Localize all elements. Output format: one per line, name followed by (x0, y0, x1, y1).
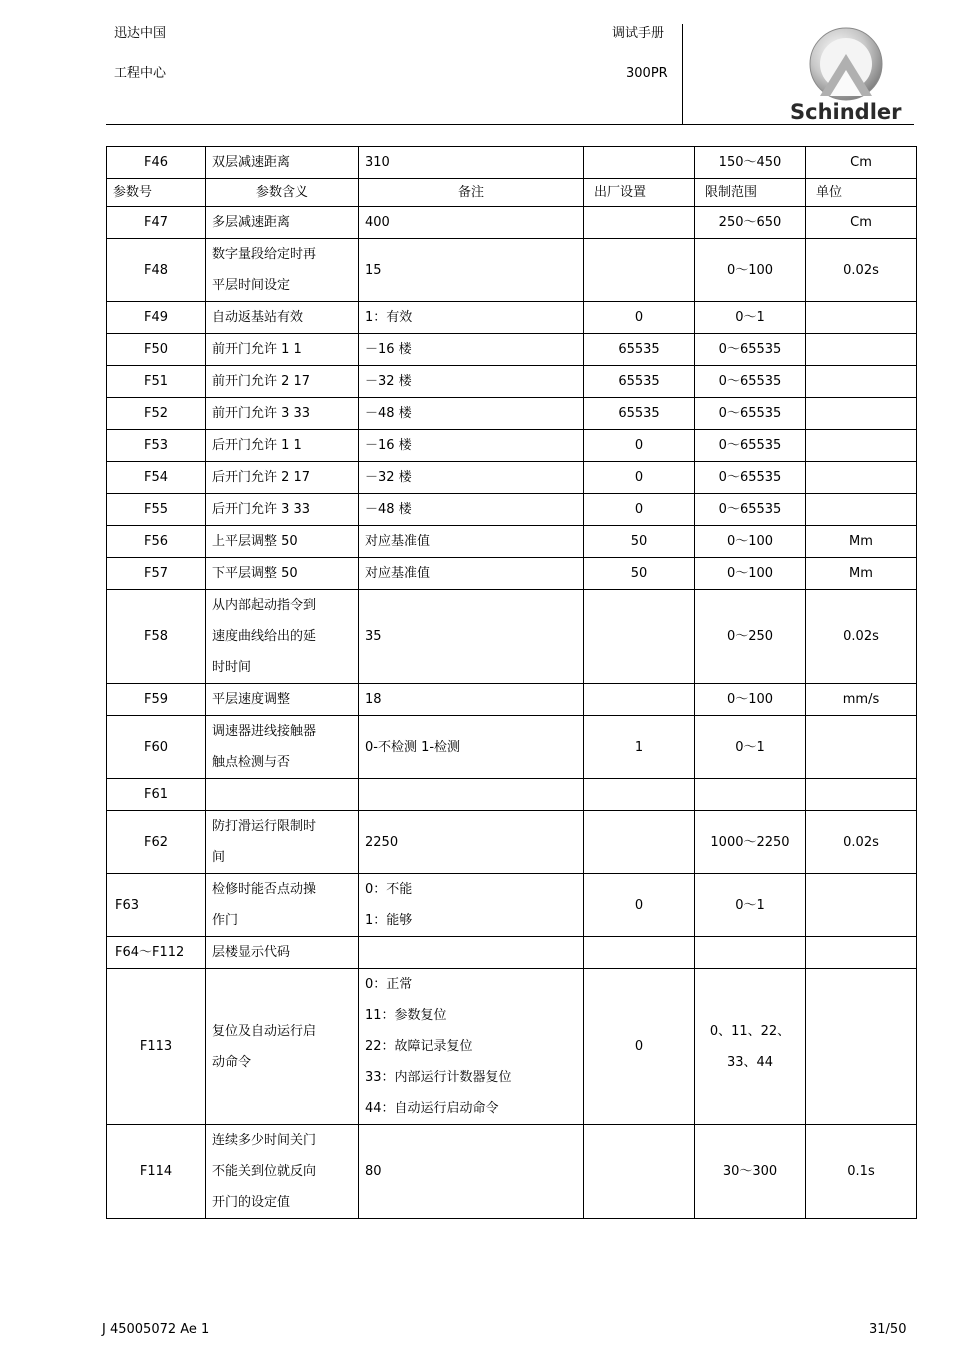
param-meaning-line: 下平层调整 50 (212, 566, 298, 581)
param-meaning-line: 前开门允许 1 1 (212, 342, 302, 357)
table-row (107, 207, 917, 239)
factory-default: 0 (584, 302, 695, 334)
param-note (359, 526, 584, 558)
param-note (359, 366, 584, 398)
param-note-line: －16 楼 (365, 342, 412, 357)
limit-range-line: 0～1 (735, 739, 765, 755)
param-meaning-line: 防打滑运行限制时 (212, 819, 317, 834)
factory-default (584, 779, 695, 811)
param-unit: 0.02s (806, 590, 917, 684)
param-meaning-line: 前开门允许 2 17 (212, 374, 311, 389)
param-unit (806, 334, 917, 366)
table-header-row (107, 179, 917, 207)
limit-range-line: 0～100 (726, 566, 774, 581)
param-note (359, 430, 584, 462)
param-unit (806, 937, 917, 969)
param-meaning-line: 上平层调整 50 (212, 534, 298, 549)
param-unit (806, 302, 917, 334)
table-row (107, 526, 917, 558)
param-meaning-line: 双层减速距离 (212, 155, 291, 170)
param-unit (806, 430, 917, 462)
table-row (107, 1125, 917, 1219)
param-note (359, 811, 584, 874)
param-note (359, 590, 584, 684)
factory-default: 0 (584, 430, 695, 462)
limit-range-line: 30～300 (722, 1164, 778, 1179)
limit-range (695, 462, 806, 494)
param-note-line: 35 (365, 629, 382, 644)
table-row (107, 937, 917, 969)
param-unit: Cm (806, 147, 917, 179)
param-number: F47 (107, 207, 206, 239)
limit-range (695, 526, 806, 558)
param-note (359, 207, 584, 239)
param-note (359, 462, 584, 494)
param-note-line: 对应基准值 (365, 534, 431, 549)
param-unit (806, 779, 917, 811)
param-meaning-line: 调速器进线接触器 (212, 724, 317, 739)
param-meaning-line: 后开门允许 3 33 (212, 502, 311, 517)
param-note (359, 684, 584, 716)
limit-range-line: 0～100 (726, 262, 774, 278)
limit-range (695, 779, 806, 811)
factory-default: 0 (584, 462, 695, 494)
header-param-no: 参数号 (107, 179, 206, 207)
table-row (107, 969, 917, 1125)
param-number: F61 (107, 779, 206, 811)
param-meaning (206, 526, 359, 558)
limit-range-line: 0～65535 (718, 342, 782, 357)
param-number: F114 (107, 1125, 206, 1219)
param-unit: 0.1s (806, 1125, 917, 1219)
factory-default: 65535 (584, 334, 695, 366)
limit-range-line: 0～250 (726, 629, 774, 644)
param-number: F57 (107, 558, 206, 590)
limit-range-line: 0～65535 (718, 502, 782, 517)
factory-default (584, 937, 695, 969)
table-row (107, 811, 917, 874)
param-note-line: －48 楼 (365, 406, 412, 421)
table-row (107, 779, 917, 811)
param-note-line: 400 (365, 215, 390, 230)
limit-range-line: 1000～2250 (710, 834, 790, 850)
header-range: 限制范围 (695, 179, 806, 207)
param-number: F64～F112 (107, 937, 206, 969)
param-meaning (206, 779, 359, 811)
param-meaning (206, 147, 359, 179)
param-meaning-line: 检修时能否点动操 (212, 882, 317, 897)
header-divider-vertical (682, 24, 683, 124)
param-note-line: 310 (365, 155, 390, 170)
param-meaning (206, 302, 359, 334)
table-row (107, 684, 917, 716)
limit-range (695, 147, 806, 179)
param-unit (806, 398, 917, 430)
param-meaning (206, 969, 359, 1125)
param-meaning (206, 334, 359, 366)
table-row (107, 239, 917, 302)
factory-default (584, 811, 695, 874)
param-meaning (206, 684, 359, 716)
param-meaning (206, 366, 359, 398)
param-meaning-line: 动命令 (212, 1054, 252, 1070)
limit-range-line: 250～650 (718, 215, 782, 230)
table-row (107, 874, 917, 937)
param-number: F49 (107, 302, 206, 334)
table-row (107, 494, 917, 526)
param-meaning-line: 平层速度调整 (212, 692, 291, 707)
limit-range (695, 874, 806, 937)
param-meaning-line: 平层时间设定 (212, 278, 291, 293)
limit-range-line: 0～65535 (718, 438, 782, 453)
limit-range (695, 811, 806, 874)
param-note (359, 969, 584, 1125)
table-row (107, 558, 917, 590)
param-number: F113 (107, 969, 206, 1125)
table-row (107, 398, 917, 430)
param-note (359, 558, 584, 590)
param-meaning-line: 多层减速距离 (212, 215, 291, 230)
param-meaning-line: 数字量段给定时再 (212, 247, 317, 262)
factory-default: 1 (584, 716, 695, 779)
param-meaning (206, 558, 359, 590)
param-meaning-line: 作门 (212, 913, 239, 928)
limit-range-line: 0～65535 (718, 374, 782, 389)
param-number: F59 (107, 684, 206, 716)
limit-range-line: 0～65535 (718, 470, 782, 485)
param-number: F63 (107, 874, 206, 937)
table-row (107, 302, 917, 334)
param-note-line: 0：正常 (365, 977, 413, 992)
param-note-line: 33：内部运行计数器复位 (365, 1070, 512, 1085)
factory-default: 0 (584, 494, 695, 526)
param-meaning-line: 速度曲线给出的延 (212, 629, 317, 644)
limit-range-line: 0～1 (735, 310, 765, 325)
footer-page-number: 31/50 (869, 1322, 907, 1337)
param-unit (806, 494, 917, 526)
param-meaning-line (212, 779, 352, 810)
param-note-line: －16 楼 (365, 438, 412, 453)
limit-range (695, 590, 806, 684)
logo-wordmark: Schindler (790, 100, 902, 124)
limit-range-line (701, 779, 799, 810)
param-note-line: －48 楼 (365, 502, 412, 517)
limit-range (695, 937, 806, 969)
param-note (359, 147, 584, 179)
param-unit: Cm (806, 207, 917, 239)
table-row (107, 366, 917, 398)
table-row (107, 147, 917, 179)
param-meaning (206, 590, 359, 684)
param-meaning (206, 462, 359, 494)
factory-default: 0 (584, 874, 695, 937)
param-note-line: 0-不检测 1-检测 (365, 739, 461, 755)
param-meaning-line: 后开门允许 1 1 (212, 438, 302, 453)
param-meaning-line: 不能关到位就反向 (212, 1164, 317, 1179)
limit-range-line (701, 937, 799, 968)
param-unit (806, 366, 917, 398)
param-note-line: 1：有效 (365, 310, 413, 325)
param-meaning-line: 层楼显示代码 (212, 945, 291, 960)
param-note (359, 302, 584, 334)
param-number: F51 (107, 366, 206, 398)
param-unit: 0.02s (806, 811, 917, 874)
table-row (107, 430, 917, 462)
factory-default (584, 207, 695, 239)
param-unit: 0.02s (806, 239, 917, 302)
table-row (107, 716, 917, 779)
limit-range (695, 494, 806, 526)
param-meaning-line: 后开门允许 2 17 (212, 470, 311, 485)
param-note-line: 11：参数复位 (365, 1008, 447, 1023)
factory-default: 65535 (584, 366, 695, 398)
param-number: F46 (107, 147, 206, 179)
param-note-line: 80 (365, 1164, 382, 1179)
param-meaning-line: 触点检测与否 (212, 755, 291, 770)
header-divider-horizontal (106, 124, 914, 125)
limit-range (695, 366, 806, 398)
param-note-line: －32 楼 (365, 470, 412, 485)
factory-default (584, 239, 695, 302)
param-meaning (206, 430, 359, 462)
param-note-line: 2250 (365, 834, 399, 850)
param-meaning-line: 连续多少时间关门 (212, 1133, 317, 1148)
param-meaning-line: 复位及自动运行启 (212, 1023, 317, 1039)
param-meaning (206, 398, 359, 430)
limit-range-line: 0～100 (726, 692, 774, 707)
factory-default: 50 (584, 526, 695, 558)
param-meaning-line: 前开门允许 3 33 (212, 406, 311, 421)
param-note-line (365, 937, 577, 968)
param-unit (806, 716, 917, 779)
param-meaning (206, 937, 359, 969)
limit-range-line: 0～65535 (718, 406, 782, 421)
header-note: 备注 (359, 179, 584, 207)
param-note-line: 22：故障记录复位 (365, 1039, 473, 1054)
param-meaning (206, 811, 359, 874)
param-meaning (206, 239, 359, 302)
limit-range (695, 302, 806, 334)
param-note-line (365, 779, 577, 810)
limit-range (695, 334, 806, 366)
limit-range-line: 33、44 (726, 1054, 774, 1070)
table-row (107, 590, 917, 684)
limit-range (695, 716, 806, 779)
param-number: F58 (107, 590, 206, 684)
param-number: F62 (107, 811, 206, 874)
param-note-line: 44：自动运行启动命令 (365, 1101, 499, 1116)
header-default: 出厂设置 (584, 179, 695, 207)
schindler-emblem-icon (786, 26, 914, 106)
param-meaning (206, 494, 359, 526)
param-note (359, 334, 584, 366)
param-note (359, 874, 584, 937)
param-unit: Mm (806, 526, 917, 558)
param-note (359, 398, 584, 430)
param-note-line: 1：能够 (365, 913, 413, 928)
limit-range (695, 207, 806, 239)
factory-default: 65535 (584, 398, 695, 430)
factory-default (584, 684, 695, 716)
factory-default (584, 590, 695, 684)
param-unit: Mm (806, 558, 917, 590)
param-note-line: －32 楼 (365, 374, 412, 389)
factory-default: 50 (584, 558, 695, 590)
param-note (359, 779, 584, 811)
param-number: F48 (107, 239, 206, 302)
param-meaning (206, 1125, 359, 1219)
param-number: F54 (107, 462, 206, 494)
param-number: F56 (107, 526, 206, 558)
company-name: 迅达中国 (114, 26, 167, 41)
param-unit (806, 462, 917, 494)
limit-range (695, 239, 806, 302)
param-meaning-line: 自动返基站有效 (212, 310, 304, 325)
footer-doc-id: J 45005072 Ae 1 (102, 1322, 210, 1337)
factory-default: 0 (584, 969, 695, 1125)
param-number: F52 (107, 398, 206, 430)
param-unit (806, 874, 917, 937)
param-number: F55 (107, 494, 206, 526)
param-unit (806, 969, 917, 1125)
model-name: 300PR (626, 66, 668, 81)
param-meaning-line: 开门的设定值 (212, 1195, 291, 1210)
param-meaning (206, 207, 359, 239)
param-note-line: 对应基准值 (365, 566, 431, 581)
param-note-line: 15 (365, 262, 382, 278)
header-param-name: 参数含义 (206, 179, 359, 207)
param-note-line: 18 (365, 692, 382, 707)
param-meaning-line: 间 (212, 850, 226, 865)
param-number: F53 (107, 430, 206, 462)
param-unit: mm/s (806, 684, 917, 716)
factory-default (584, 1125, 695, 1219)
param-note-line: 0：不能 (365, 882, 413, 897)
param-note (359, 1125, 584, 1219)
document-title: 调试手册 (612, 26, 665, 41)
parameter-table (106, 146, 917, 1219)
limit-range (695, 558, 806, 590)
department-name: 工程中心 (114, 66, 167, 81)
param-note (359, 239, 584, 302)
param-meaning-line: 时时间 (212, 660, 252, 675)
param-note (359, 716, 584, 779)
limit-range (695, 1125, 806, 1219)
param-number: F60 (107, 716, 206, 779)
param-meaning (206, 874, 359, 937)
limit-range-line: 0～1 (735, 897, 765, 913)
limit-range-line: 0、11、22、 (709, 1023, 791, 1039)
limit-range (695, 430, 806, 462)
param-note (359, 937, 584, 969)
param-note (359, 494, 584, 526)
limit-range-line: 0～100 (726, 534, 774, 549)
param-number: F50 (107, 334, 206, 366)
table-row (107, 334, 917, 366)
limit-range-line: 150～450 (718, 155, 782, 170)
limit-range (695, 684, 806, 716)
limit-range (695, 398, 806, 430)
limit-range (695, 969, 806, 1125)
factory-default (584, 147, 695, 179)
param-meaning (206, 716, 359, 779)
param-meaning-line: 从内部起动指令到 (212, 598, 317, 613)
header-unit: 单位 (806, 179, 917, 207)
table-row (107, 462, 917, 494)
